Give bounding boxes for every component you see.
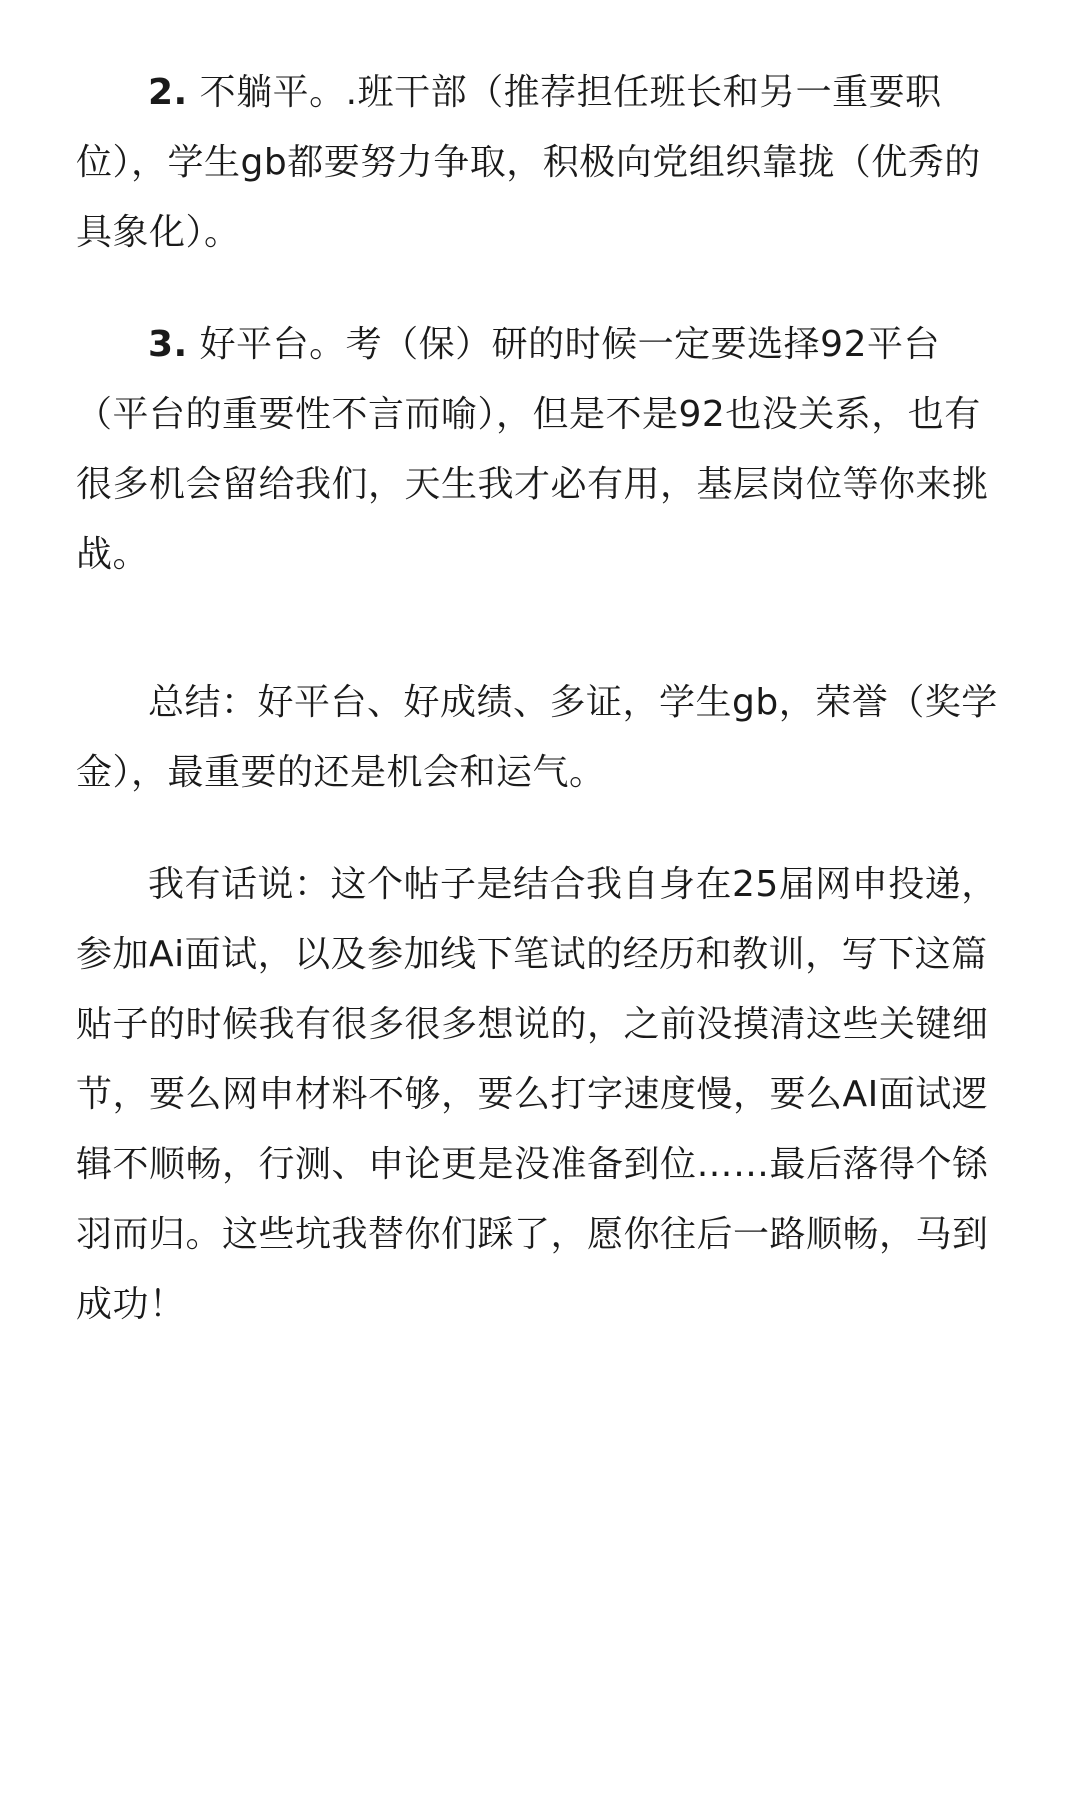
paragraph-closing: 我有话说：这个帖子是结合我自身在25届网申投递，参加Ai面试，以及参加线下笔试的经历和教训，写下这篇贴子的时候我有很多很多想说的，之前没摸清这些关键细节，要么网申材料不够，要么打字速度慢，要么AI面试逻辑不顺畅，行测、申论更是没准备到位……最后落得个铩羽而归。这些坑我替你们踩了，愿你往后一路顺畅，马到成功！: [76, 864, 998, 1325]
point-number: 2.: [148, 72, 188, 113]
paragraph-summary: 总结：好平台、好成绩、多证，学生gb，荣誉（奖学金），最重要的还是机会和运气。: [76, 682, 998, 793]
paragraph-point-3: [76, 310, 1012, 590]
article-body: [76, 58, 1012, 1340]
paragraph-point-2: [76, 58, 1012, 268]
point-text: 不躺平。.班干部（推荐担任班长和另一重要职位），学生gb都要努力争取，积极向党组织靠拢（优秀的具象化）。: [76, 72, 981, 253]
point-number: 3.: [148, 324, 188, 365]
point-text: 好平台。考（保）研的时候一定要选择92平台（平台的重要性不言而喻），但是不是92也没关系，也有很多机会留给我们，天生我才必有用，基层岗位等你来挑战。: [76, 324, 989, 575]
